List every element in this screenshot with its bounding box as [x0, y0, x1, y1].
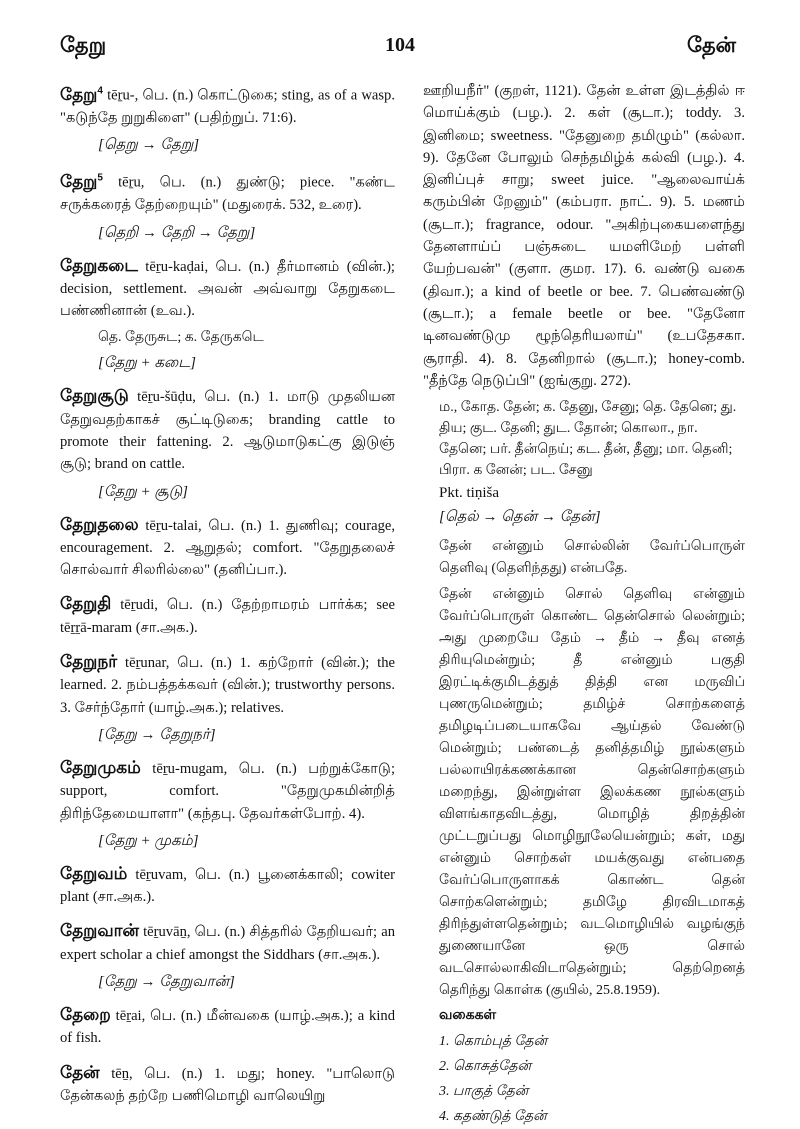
- headword: தேறுதி: [60, 594, 112, 614]
- page-number: 104: [385, 34, 415, 56]
- headword: தேறுகடை: [60, 255, 138, 275]
- cognates: ம., கோத. தேன்; க. தேனு, சேனு; தெ. தேனெ; து. திய; குட. தேனி; துட. தோன்; கொலா., நா. தேனெ; பர். தீன்நெய்; கட. தீன், தீனு; மா. தெனி; பிரா. க னேன்; பட. சேனு: [439, 400, 737, 479]
- prakrit-form: Pkt. tiṇiša: [439, 485, 500, 502]
- etymology: [தெறி → தேறி → தேறு]: [98, 224, 256, 241]
- guide-word-left: தேறு: [60, 34, 107, 57]
- headword: தேறுமுகம்: [60, 757, 141, 777]
- page-header: [0, 34, 800, 64]
- entry-definition: tēṟu-, பெ. (n.) கொட்டுகை; sting, as of a wasp. "கடுந்தே றுறுகிளை" (பதிற்றுப். 71:6).: [60, 87, 395, 126]
- headword: தேன்: [60, 1062, 100, 1082]
- dictionary-entry: [60, 167, 395, 243]
- list-item: 3. பாகுத் தேன்: [439, 1084, 529, 1100]
- dictionary-entry: [60, 651, 395, 746]
- entry-definition: tēṟunar, பெ. (n.) 1. கற்றோர் (வின்.); the learned. 2. நம்பத்தக்கவர் (வின்.); trustworthy persons. 3. சேர்ந்தோர் (யாழ்.அக.); relatives.: [60, 655, 395, 716]
- entry-continuation: ஊறியநீர்" (குறள், 1121). தேன் உள்ள இடத்தில் ஈ மொய்க்கும் (பழ.). 2. கள் (சூடா.); toddy. 3. இனிமை; sweetness. "தேனுறை தமிழும்" (கல்லா. 9). தேனே போலும் செந்தமிழ்க் கல்வி (பழ.). 4. இனிப்புச் சாறு; sweet juice. "ஆலைவாய்க் கரும்பின் றேனும்" (கம்பரா. நாட். 9). 5. மணம் (சூடா.); fragrance, odour. "அகிற்புகையளைந்து தேனளாய்ப் பஞ்சுடை யமளிமேற் பள்ளி யேற்பவன்" (குளா. குமர. 17). 6. வண்டு வகை (திவா.); a kind of beetle or bee. 7. பெண்வண்டு (சூடா.); a female beetle or bee. "தேனோ டினவண்டுமு ழூந்தெரியலாய்" (உபதேசகா. சூராதி. 4). 8. தேனிறால் (சூடா.); honey-comb. "தீந்தே நெடுப்பி" (ஐங்குறு. 272).: [423, 83, 745, 389]
- headword: தேறுவான்: [60, 921, 139, 941]
- entry-definition: tēṟu-kaḍai, பெ. (n.) தீர்மானம் (வின்.); decision, settlement. அவன் அவ்வாறு தேறுகடை பண்ணினான் (உவ.).: [60, 258, 395, 320]
- headword: தேறுதலை: [60, 514, 139, 534]
- dictionary-entry: [60, 593, 395, 639]
- headword: தேறை: [60, 1005, 111, 1025]
- headword: தேறு$^4$: [60, 84, 103, 104]
- entry-definition: tēṟu-mugam, பெ. (n.) பற்றுக்கோடு; support, comfort. "தேறுமுகமின்றித் திரிந்தேமையாளா" (கந்தபு. தேவர்கள்போற். 4).: [60, 760, 395, 822]
- types-list: [423, 1029, 745, 1129]
- etymology-note: தேன் என்னும் சொல்லின் வேர்ப்பொருள் தெளிவு (தெளிந்தது) என்பதே.: [439, 539, 745, 577]
- etymology: [தேறு + முகம்]: [98, 832, 199, 849]
- cognates: தெ. தேருசுட; க. தேருகடெ: [98, 330, 264, 346]
- entry-definition: tēṟu, பெ. (n.) துண்டு; piece. "கண்ட சருக்கரைத் தேற்றையும்" (மதுரைக். 532, உரை).: [60, 174, 395, 214]
- dictionary-entry: [60, 920, 395, 993]
- types-heading: வகைகள்: [439, 1006, 497, 1023]
- etymology-discussion: தேன் என்னும் சொல் தெளிவு என்னும் வேர்ப்பொருள் கொண்ட தென்சொல் லென்றும்; அது முறையே தேம் → தீம் → தீவு எனத் திரியுமென்றும்; தீ என்னும் பகுதி இரட்டிக்குமிடத்துத் தித்தி என மருவிப் புணருமென்றும்; தமிழ்ச் சொற்களைத் தமிழடிப்படையாகவே ஆய்தல் வேண்டு மென்றும்; பண்டைத் தனித்தமிழ் நூல்களும் பல்லாயிரக்கணக்கான தென்சொற்களும் மறைந்து, இன்றுள்ள இலக்கண நூல்களும் விளங்காதவிடத்து, மொழித் திறத்தின் முட்டறுப்பது மொழிநூலேயென்றும்; கள், மது என்னும் சொற்கள் மயக்குவது என்பதை வேர்ப்பொருளாகக் கொண்ட தென் சொற்களென்றும்; தமிழே திரவிடமாகத் திரிந்துள்ளதென்றும்; வடமொழியில் வழங்குந் துணையானே ஒரு சொல் வடசொல்லாகிவிடாதென்றும்; தெற்றெனத் தெரிந்து கொள்க (குயில், 25.8.1959).: [439, 587, 745, 999]
- dictionary-entry: [60, 757, 395, 852]
- entry-definition: tēṉ, பெ. (n.) 1. மது; honey. "பாலொடு தேன்கலந் தற்றே பணிமொழி வாலெயிறு: [60, 1065, 395, 1104]
- dictionary-entry: [60, 1004, 395, 1050]
- dictionary-entry: [60, 514, 395, 582]
- headword: தேறுசூடு: [60, 386, 129, 406]
- dictionary-entry: [60, 255, 395, 375]
- left-column: [60, 80, 395, 1112]
- dictionary-entry: [60, 80, 395, 156]
- etymology: [தேறு → தேறுநர்]: [98, 726, 216, 743]
- right-column: [423, 80, 745, 1129]
- entry-definition: tēṟu-talai, பெ. (n.) 1. துணிவு; courage, encouragement. 2. ஆறுதல்; comfort. "தேறுதலைச் சொல்வார் சிலரில்லை" (தனிப்பா.).: [60, 517, 395, 579]
- list-item: 2. கொசுத்தேன்: [439, 1059, 532, 1075]
- entry-definition: tēṟu-šūḍu, பெ. (n.) 1. மாடு முதலியன தேறுவதற்காகச் சூட்டிடுகை; branding cattle to promote their fattening. 2. ஆடுமாடுகட்கு இடுஞ் சூடு; brand on cattle.: [60, 389, 395, 473]
- entry-definition: tēṟuvam, பெ. (n.) பூனைக்காலி; cowiter plant (சா.அக.).: [60, 866, 395, 906]
- etymology: [தேறு + சூடு]: [98, 483, 188, 500]
- dictionary-entry: [60, 1062, 395, 1108]
- list-item: 1. கொம்புத் தேன்: [439, 1034, 548, 1050]
- etymology: [தேறு + கடை]: [98, 355, 196, 372]
- entry-definition: tēṟudi, பெ. (n.) தேற்றாமரம் பார்க்க; see tēṟṟā-maram (சா.அக.).: [60, 597, 395, 636]
- entry-definition: tēṟai, பெ. (n.) மீன்வகை (யாழ்.அக.); a kind of fish.: [60, 1008, 395, 1047]
- headword: தேறுநர்: [60, 652, 118, 672]
- etymology: [தெறு → தேறு]: [98, 137, 200, 154]
- headword: தேறுவம்: [60, 863, 128, 883]
- headword: தேறு$^5$: [60, 171, 103, 191]
- etymology: [தெல் → தென் → தேன்]: [439, 509, 601, 526]
- etymology: [தேறு → தேறுவான்]: [98, 974, 235, 991]
- dictionary-entry: [60, 863, 395, 909]
- list-item: 4. கதண்டுத் தேன்: [439, 1109, 547, 1125]
- guide-word-right: தேன்: [687, 34, 736, 57]
- entry-definition: tēṟuvāṉ, பெ. (n.) சித்தரில் தேறியவர்; an expert scholar a chief amongst the Siddhars (சா.அக.).: [60, 924, 395, 963]
- dictionary-entry: [60, 385, 395, 502]
